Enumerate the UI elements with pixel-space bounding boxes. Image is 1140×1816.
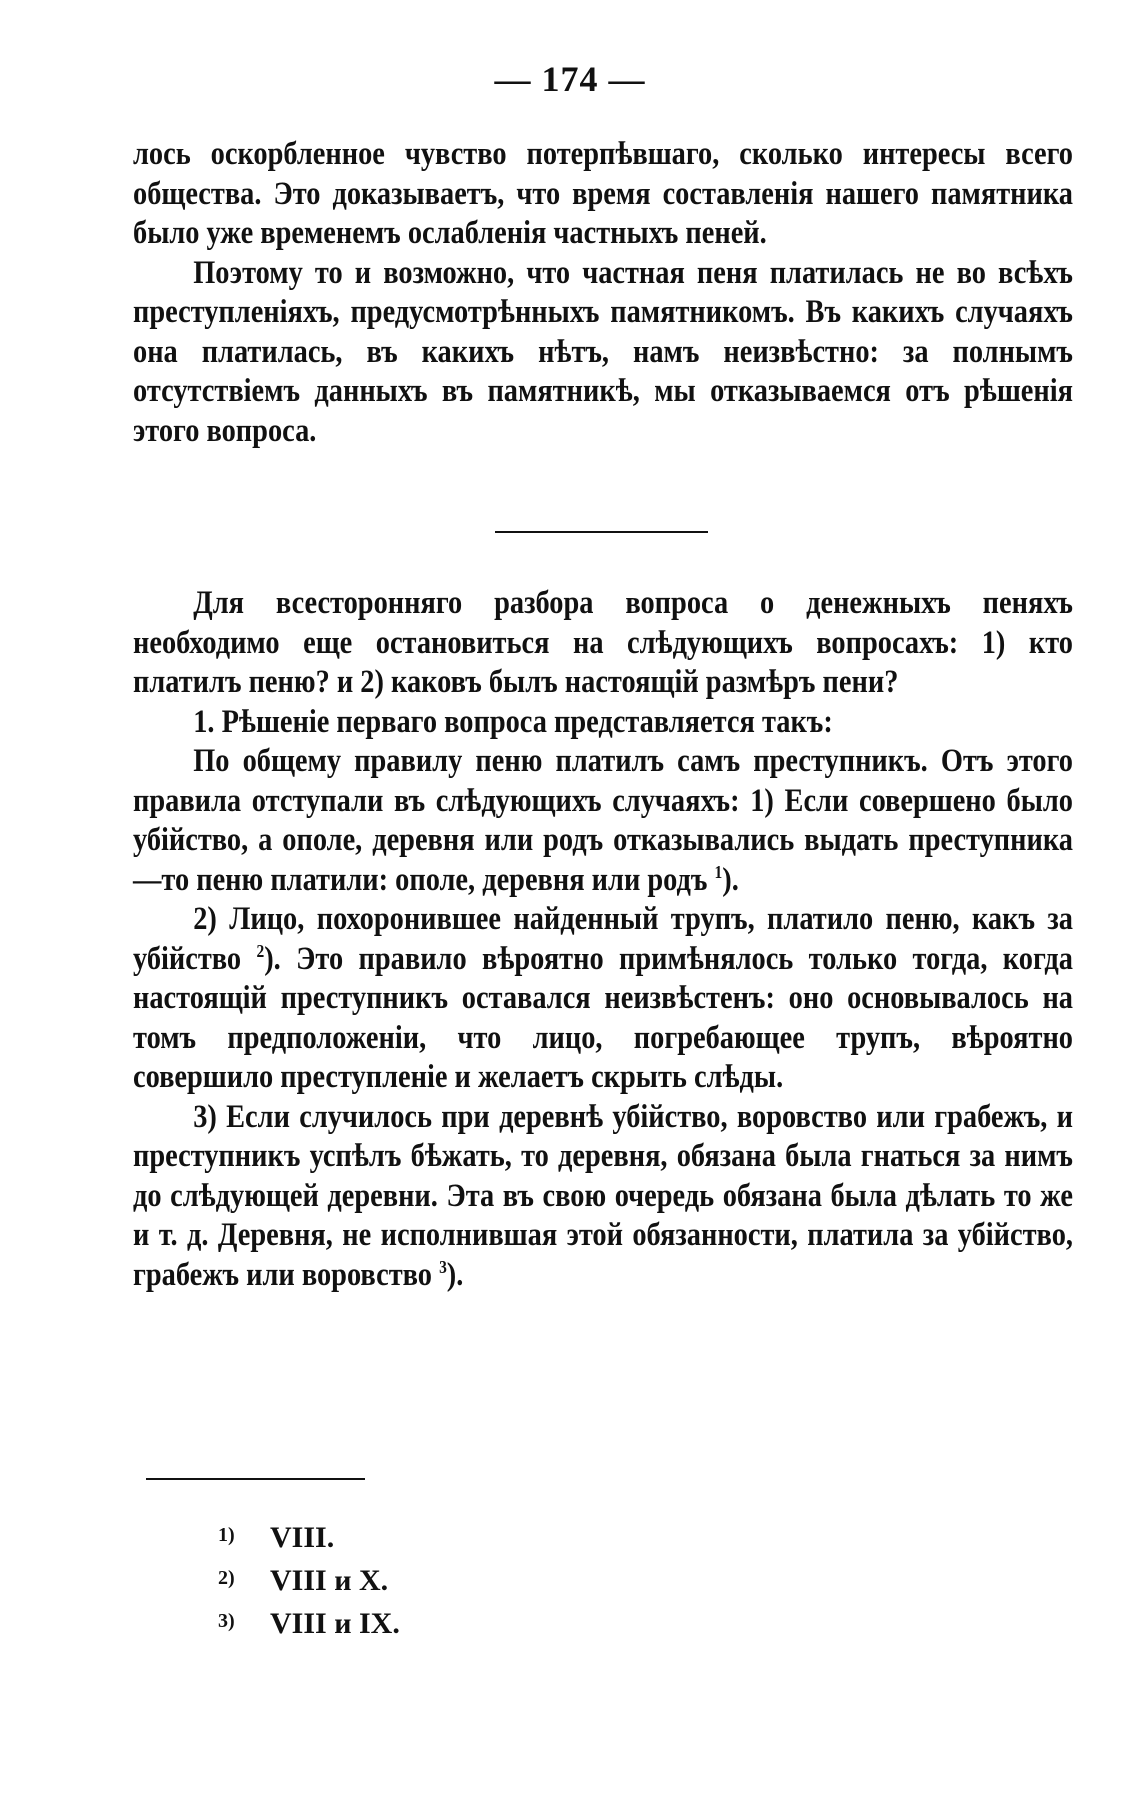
text-section-2 [133, 584, 1073, 1295]
paragraph: Для всесторонняго разбора вопроса о денежныхъ пеняхъ необходимо еще остановиться на слѣдующихъ вопросахъ: 1) кто платилъ пеню? и 2) каковъ былъ настоящій размѣръ пени? [133, 585, 1073, 700]
footnote-mark: 1) [218, 1524, 235, 1546]
paragraph [133, 900, 1073, 1098]
paragraph-text: 3) Если случилось при деревнѣ убійство, воровство или грабежъ, и преступникъ успѣлъ бѣжать, то деревня, обязана была гнаться за нимъ до слѣдующей деревни. Эта въ свою очередь обязана была дѣлать то же и т. д. Деревня, не исполнившая этой обязанности, платила за убійство, грабежъ или воровство [133, 1098, 1073, 1293]
footnote-ref: 1 [714, 861, 723, 882]
text-section-1 [133, 135, 1073, 451]
paragraph: Поэтому то и возможно, что частная пеня платилась не во всѣхъ преступленіяхъ, предусмотрѣнныхъ памятникомъ. Въ какихъ случаяхъ она платилась, въ какихъ нѣтъ, намъ неизвѣстно: за полнымъ отсутствіемъ данныхъ въ памятникѣ, мы отказываемся отъ рѣшенія этого вопроса. [133, 254, 1073, 449]
paragraph-text: ). Это правило вѣроятно примѣнялось только тогда, когда настоящій преступникъ оставался неизвѣстенъ: оно основывалось на томъ предположеніи, что лицо, погребающее трупъ, вѣроятно совершило преступленіе и желаетъ скрыть слѣды. [133, 940, 1073, 1095]
footnote-ref: 2 [256, 940, 265, 961]
footnote-text: VIII и IX. [270, 1607, 400, 1640]
footnote-rule [146, 1478, 365, 1480]
footnote-mark: 2) [218, 1567, 235, 1589]
footnotes [218, 1518, 400, 1647]
footnote-item [218, 1604, 400, 1647]
paragraph: 1. Рѣшеніе перваго вопроса представляется такъ: [193, 703, 833, 740]
footnote-ref: 3 [439, 1256, 447, 1277]
paragraph-text: ). [722, 861, 739, 898]
paragraph-text: ). [446, 1256, 464, 1293]
footnote-text: VIII. [270, 1521, 335, 1554]
paragraph [133, 742, 1073, 900]
page-number: — 174 — [494, 59, 646, 99]
paragraph-text: 2) Лицо, похоронившее найденный трупъ, платило пеню, какъ за убійство [133, 901, 1073, 977]
paragraph [133, 1098, 1073, 1296]
paragraph-continued: лось оскорбленное чувство потерпѣвшаго, сколько интересы всего общества. Это доказываетъ, что время составленія нашего памятника было уже временемъ ослабленія частныхъ пеней. [133, 136, 1073, 251]
footnote-item [218, 1518, 400, 1561]
footnote-item [218, 1561, 400, 1604]
section-separator [495, 531, 708, 533]
footnote-mark: 3) [218, 1610, 235, 1632]
footnote-text: VIII и X. [270, 1564, 389, 1597]
paragraph-text: По общему правилу пеню платилъ самъ преступникъ. Отъ этого правила отступали въ слѣдующихъ случаяхъ: 1) Если совершено было убійство, а ополе, деревня или родъ отказывались выдать преступника—то пеню платили: ополе, деревня или родъ [133, 743, 1073, 898]
